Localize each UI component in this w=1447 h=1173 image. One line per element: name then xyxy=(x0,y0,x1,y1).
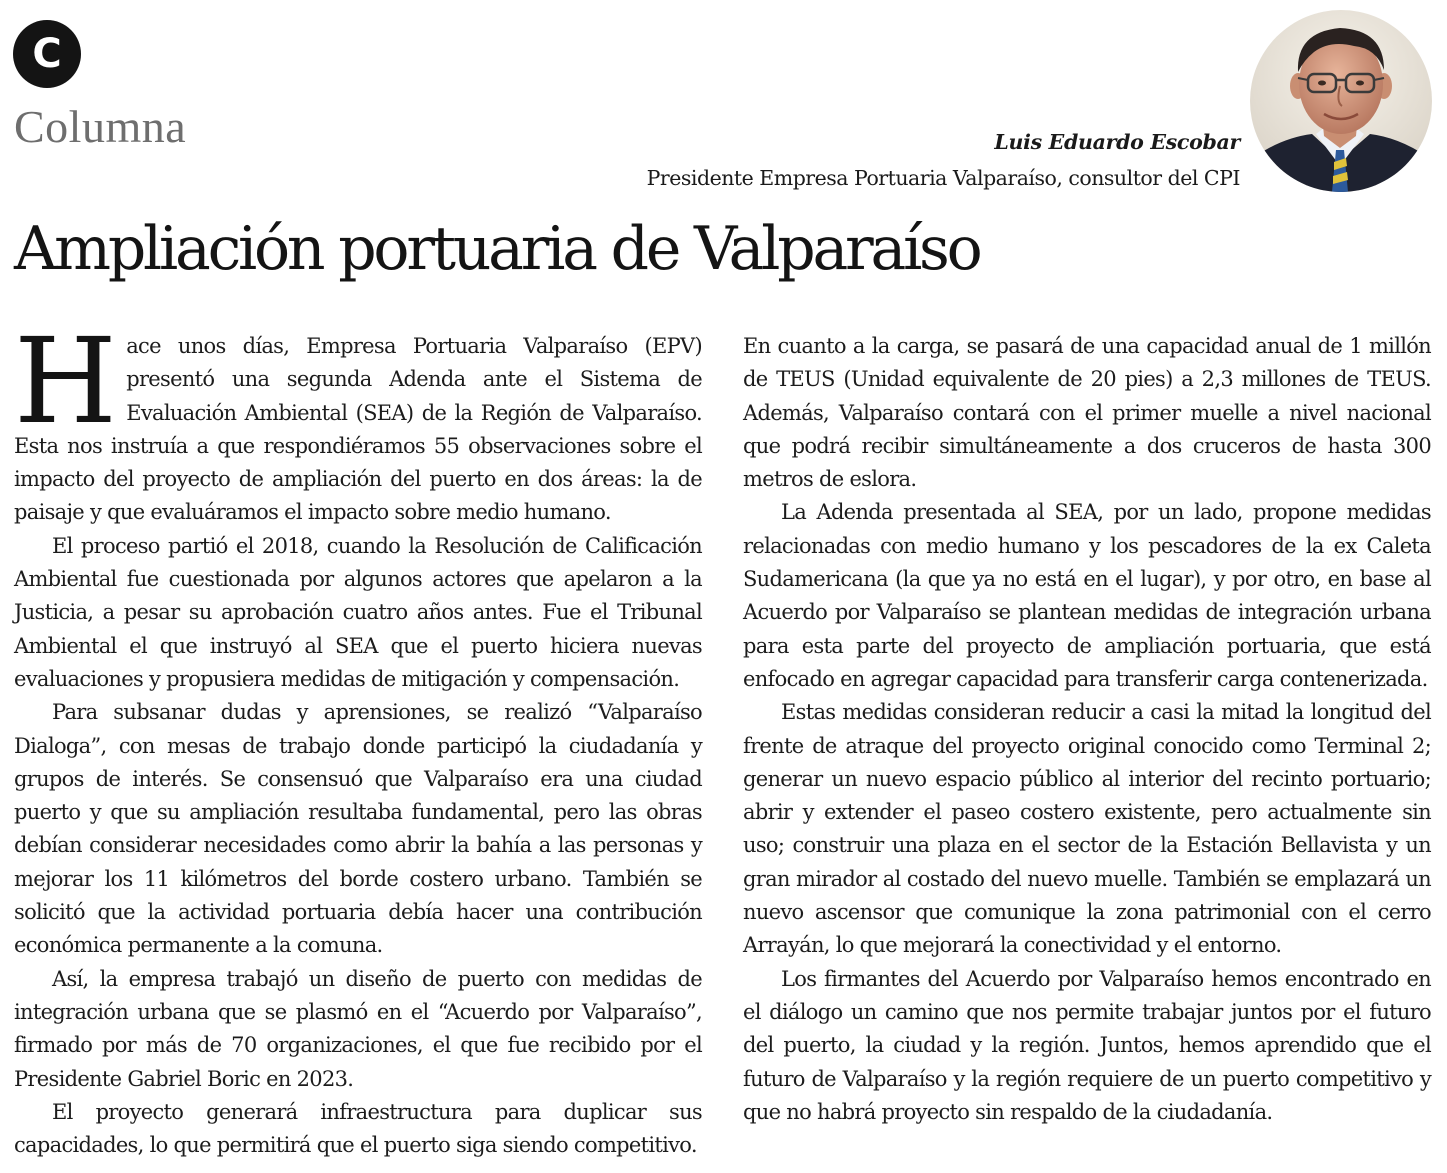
article-paragraph: Estas medidas consideran reducir a casi la mitad la longitud del frente de atraque del proyecto original conocido como Terminal 2; generar un nuevo espacio público al interior del recinto portuario; abrir y extender el paseo costero existente, pero actualmente sin uso; construir una plaza en el sector de la Estación Bellavista y un gran mirador al costado del nuevo muelle. También se emplazará un nuevo ascensor que comunique la zona patrimonial con el cerro Arrayán, lo que mejorará la conectividad y el entorno. xyxy=(743,700,1431,958)
article-paragraph: Los firmantes del Acuerdo por Valparaíso hemos encontrado en el diálogo un camino que nos permite trabajar juntos por el futuro del puerto, la ciudad y la región. Juntos, hemos aprendido que el futuro de Valparaíso y la región requiere de un puerto competitivo y que no habrá proyecto sin respaldo de la ciudadanía. xyxy=(743,966,1431,1124)
author-role: Presidente Empresa Portuaria Valparaíso, consultor del CPI xyxy=(646,166,1240,190)
author-portrait-photo xyxy=(1250,10,1432,192)
paragraph-text: ace unos días, Empresa Portuaria Valparaíso (EPV) presentó una segunda Adenda ante el Sistema de Evaluación Ambiental (SEA) de la Región de Valparaíso. Esta nos instruía a que respondiéramos 55 observaciones sobre el impacto del proyecto de ampliación del puerto en dos áreas: la de paisaje y que evaluáramos el impacto sobre medio humano. xyxy=(14,334,702,525)
article-paragraph: La Adenda presentada al SEA, por un lado, propone medidas relacionadas con medio humano y los pescadores de la ex Caleta Sudamericana (la que ya no está en el lugar), y por otro, en base al Acuerdo por Valparaíso se plantean medidas de integración urbana para esta parte del proyecto de ampliación portuaria, que está enfocado en agregar capacidad para transferir carga contenerizada. xyxy=(743,500,1431,691)
column-badge xyxy=(13,20,81,88)
article-paragraph: El proyecto generará infraestructura para duplicar sus capacidades, lo que permitirá que el puerto siga siendo competitivo. xyxy=(14,1099,702,1158)
article-paragraph: Para subsanar dudas y aprensiones, se realizó “Valparaíso Dialoga”, con mesas de trabajo donde participó la ciudadanía y grupos de interés. Se consensuó que Valparaíso era una ciudad puerto y que su ampliación resultaba fundamental, pero las obras debían considerar necesidades como abrir la bahía a las personas y mejorar los 11 kilómetros del borde costero urbano. También se solicitó que la actividad portuaria debía hacer una contribución económica permanente a la comuna. xyxy=(14,700,702,958)
headline: Ampliación portuaria de Valparaíso xyxy=(14,214,980,284)
section-label: Columna xyxy=(14,101,187,152)
article-paragraph: Así, la empresa trabajó un diseño de puerto con medidas de integración urbana que se plasmó en el “Acuerdo por Valparaíso”, firmado por más de 70 organizaciones, el que fue recibido por el Presidente Gabriel Boric en 2023. xyxy=(14,966,702,1091)
article-paragraph: El proceso partió el 2018, cuando la Resolución de Calificación Ambiental fue cuestionada por algunos actores que apelaron a la Justicia, a pesar su aprobación cuatro años antes. Fue el Tribunal Ambiental el que instruyó al SEA que el puerto hiciera nuevas evaluaciones y propusiera medidas de mitigación y compensación. xyxy=(14,533,702,691)
article-paragraph xyxy=(14,312,702,530)
article-column-left xyxy=(14,312,702,1162)
article-column-right xyxy=(743,330,1431,1129)
article-paragraph: En cuanto a la carga, se pasará de una capacidad anual de 1 millón de TEUS (Unidad equivalente de 20 pies) a 2,3 millones de TEUS. Además, Valparaíso contará con el primer muelle a nivel nacional que podrá recibir simultáneamente a dos cruceros de hasta 300 metros de eslora. xyxy=(743,334,1431,492)
drop-cap: H xyxy=(14,312,117,450)
author-portrait xyxy=(1250,10,1432,192)
author-name: Luis Eduardo Escobar xyxy=(994,130,1240,154)
column-badge-letter: C xyxy=(32,31,62,77)
